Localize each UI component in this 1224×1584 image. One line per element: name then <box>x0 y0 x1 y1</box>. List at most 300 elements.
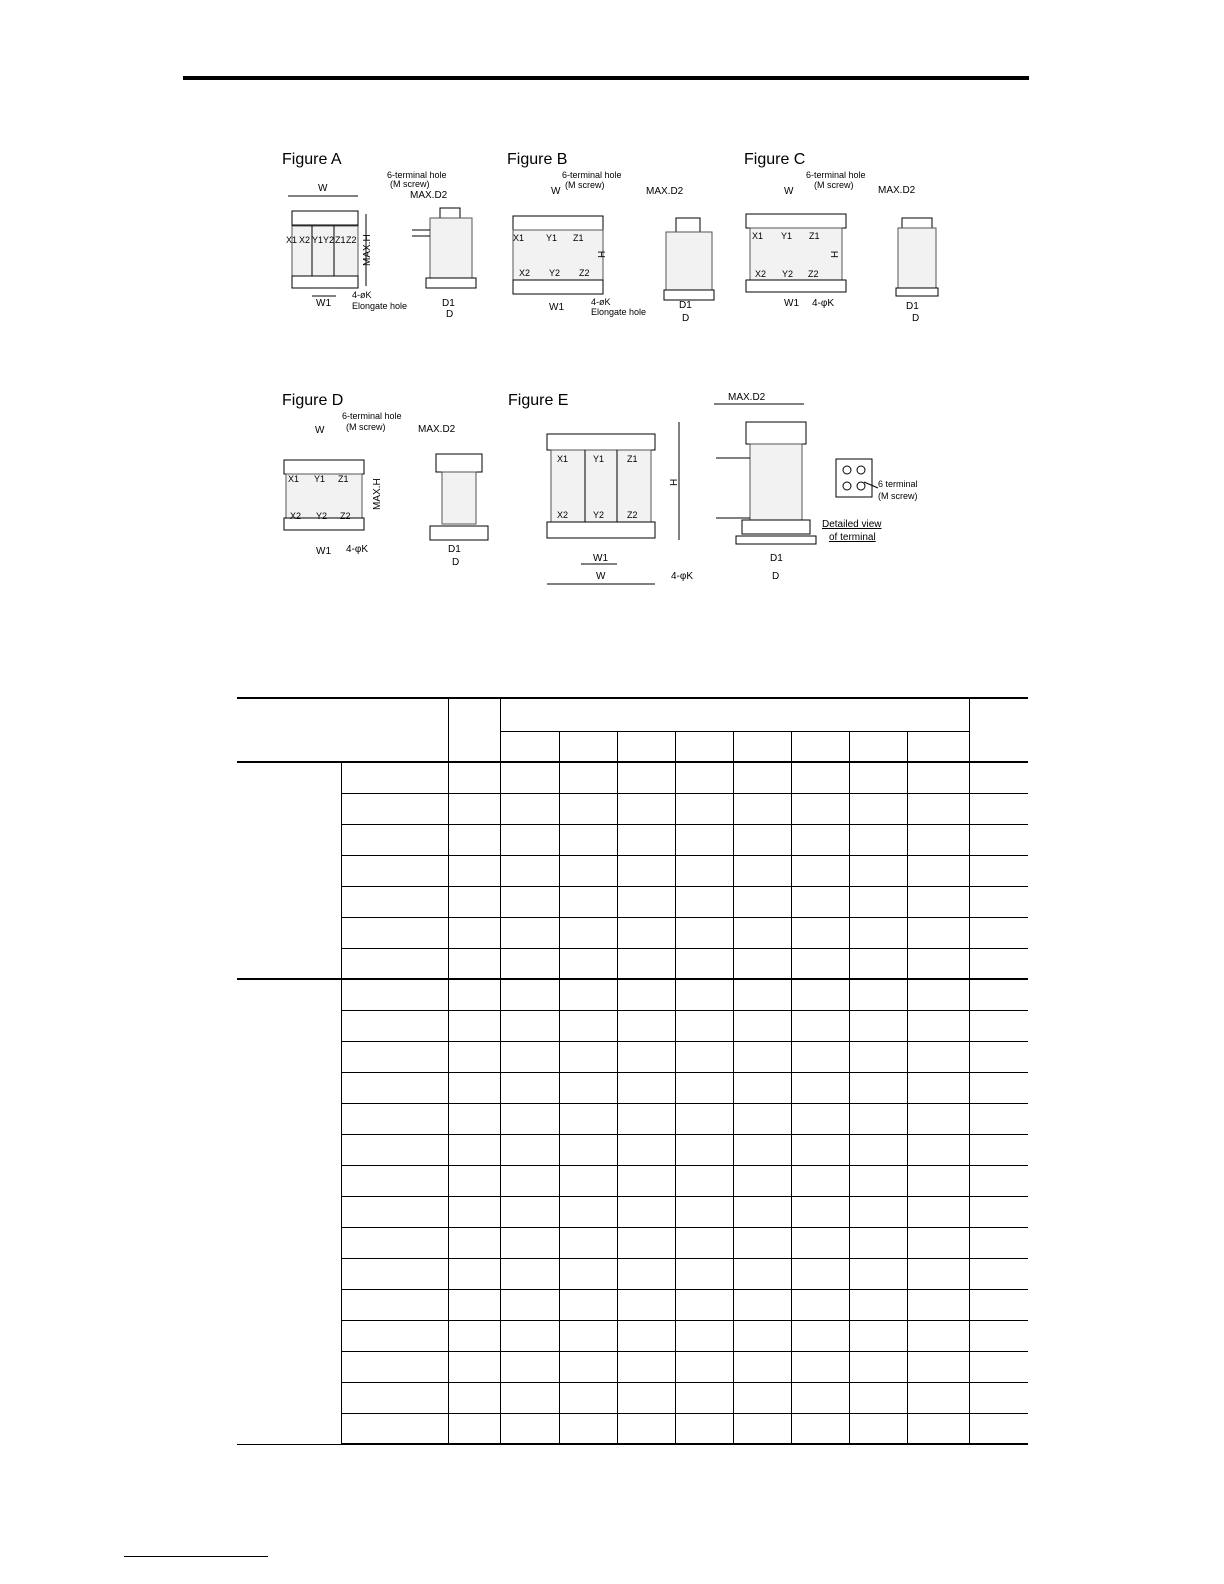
table-cell <box>969 1289 1028 1320</box>
table-cell <box>849 1227 907 1258</box>
table-cell <box>341 1382 448 1413</box>
figure-a-side <box>387 146 488 321</box>
table-cell <box>907 1165 969 1196</box>
figure-a-h-label: MAX.H <box>362 234 373 266</box>
figure-e-h-label: H <box>669 478 680 486</box>
table-cell <box>907 1382 969 1413</box>
table-cell <box>675 1165 733 1196</box>
table-cell <box>448 948 500 979</box>
table-cell <box>791 1382 849 1413</box>
table-cell <box>969 855 1028 886</box>
figure-d-terminal-screw: (M screw) <box>346 422 386 432</box>
figure-b-title: Figure B <box>507 151 568 168</box>
table-cell <box>907 979 969 1010</box>
table-cell <box>617 1196 675 1227</box>
table-cell <box>849 793 907 824</box>
header-cell <box>969 698 1028 762</box>
table-cell <box>849 1072 907 1103</box>
table-cell <box>849 1382 907 1413</box>
figure-c-hole-note: 4-φK <box>812 298 835 309</box>
figure-b-d1-label: D1 <box>679 300 692 311</box>
table-cell <box>969 1382 1028 1413</box>
table-row <box>237 1382 1028 1413</box>
table-cell <box>791 1289 849 1320</box>
specification-table <box>237 697 1028 1445</box>
figure-d-terminal-x2: X2 <box>290 511 302 521</box>
figure-e <box>505 386 705 590</box>
table-cell <box>733 948 791 979</box>
table-cell <box>907 1134 969 1165</box>
table-cell <box>341 1165 448 1196</box>
table-row <box>237 1413 1028 1444</box>
table-cell <box>733 1103 791 1134</box>
table-row <box>237 1196 1028 1227</box>
header-cell <box>849 731 907 762</box>
table-cell <box>849 1010 907 1041</box>
figure-a-w1-label: W1 <box>316 298 331 309</box>
table-row <box>237 1289 1028 1320</box>
table-cell <box>500 1196 559 1227</box>
table-cell <box>559 886 617 917</box>
table-cell <box>969 1413 1028 1444</box>
figure-e-d2-label: MAX.D2 <box>728 392 766 403</box>
figure-e-terminal-z1: Z1 <box>627 454 638 464</box>
table-cell <box>791 979 849 1010</box>
figure-b-terminal-y2: Y2 <box>549 268 561 278</box>
figure-d-terminal-y1: Y1 <box>314 474 326 484</box>
figure-d-terminal-z1: Z1 <box>338 474 349 484</box>
table-cell <box>448 1134 500 1165</box>
figure-b-terminal-z2: Z2 <box>579 268 590 278</box>
table-cell <box>448 1320 500 1351</box>
table-cell <box>500 917 559 948</box>
table-cell <box>969 1351 1028 1382</box>
figure-e-d1-label: D1 <box>770 553 783 564</box>
figure-b-w-label: W <box>551 186 561 197</box>
table-cell <box>791 917 849 948</box>
table-cell <box>617 1103 675 1134</box>
table-cell <box>500 1134 559 1165</box>
table-row <box>237 1134 1028 1165</box>
figure-c-d1-label: D1 <box>906 301 919 312</box>
table-cell <box>559 824 617 855</box>
figure-b-terminal-z1: Z1 <box>573 233 584 243</box>
table-row <box>237 979 1028 1010</box>
table-cell <box>675 1289 733 1320</box>
figure-b-d-label: D <box>682 313 690 324</box>
group-cell <box>237 762 341 979</box>
table-cell <box>559 1227 617 1258</box>
table-cell <box>675 793 733 824</box>
table-row <box>237 1041 1028 1072</box>
table-cell <box>907 1258 969 1289</box>
table-cell <box>907 1413 969 1444</box>
table-cell <box>341 979 448 1010</box>
table-cell <box>448 1413 500 1444</box>
table-cell <box>448 855 500 886</box>
figure-a-title: Figure A <box>282 151 342 168</box>
table-cell <box>907 917 969 948</box>
figure-e-w-label: W <box>596 571 606 582</box>
table-cell <box>500 855 559 886</box>
table-cell <box>617 1227 675 1258</box>
table-row <box>237 1103 1028 1134</box>
table-cell <box>500 1351 559 1382</box>
table-cell <box>969 1103 1028 1134</box>
table-cell <box>733 1289 791 1320</box>
table-cell <box>559 1041 617 1072</box>
table-cell <box>907 1010 969 1041</box>
table-cell <box>617 762 675 793</box>
table-cell <box>559 1382 617 1413</box>
table-cell <box>969 948 1028 979</box>
table-row <box>237 1165 1028 1196</box>
table-cell <box>617 824 675 855</box>
figure-b-terminal-y1: Y1 <box>546 233 558 243</box>
table-cell <box>969 1196 1028 1227</box>
table-cell <box>617 1134 675 1165</box>
table-cell <box>617 1382 675 1413</box>
figure-a-terminal-y2: Y2 <box>323 235 335 245</box>
table-cell <box>448 1227 500 1258</box>
figure-b-hole-note: 4-øK <box>591 297 611 307</box>
header-cell <box>559 731 617 762</box>
figure-c-terminal-note: 6-terminal hole <box>806 170 866 180</box>
table-cell <box>341 1289 448 1320</box>
figure-b-h-label: H <box>597 250 608 258</box>
table-cell <box>617 948 675 979</box>
table-cell <box>341 1041 448 1072</box>
table-cell <box>341 948 448 979</box>
table-row <box>237 1351 1028 1382</box>
figure-d-w1-label: W1 <box>316 546 331 557</box>
table-cell <box>448 1351 500 1382</box>
table-cell <box>733 1165 791 1196</box>
table-cell <box>849 979 907 1010</box>
figure-a-w-label: W <box>318 183 328 194</box>
table-cell <box>341 1258 448 1289</box>
table-cell <box>969 979 1028 1010</box>
table-cell <box>733 1196 791 1227</box>
figure-d-h-label: MAX.H <box>372 478 383 510</box>
figure-b-terminal-x2: X2 <box>519 268 531 278</box>
table-cell <box>907 948 969 979</box>
table-row <box>237 1258 1028 1289</box>
table-cell <box>341 1227 448 1258</box>
figure-d-terminal-z2: Z2 <box>340 511 351 521</box>
figure-b-w1-label: W1 <box>549 302 564 313</box>
table-cell <box>849 1320 907 1351</box>
table-row <box>237 824 1028 855</box>
table-cell <box>849 1258 907 1289</box>
header-cell <box>907 731 969 762</box>
figure-d-terminal-note: 6-terminal hole <box>342 411 402 421</box>
table-cell <box>733 1382 791 1413</box>
table-cell <box>791 886 849 917</box>
table-row <box>237 1227 1028 1258</box>
table-cell <box>617 1072 675 1103</box>
header-cell <box>500 698 969 731</box>
table-cell <box>675 1103 733 1134</box>
header-cell <box>791 731 849 762</box>
table-cell <box>448 1289 500 1320</box>
table-cell <box>448 1165 500 1196</box>
table-cell <box>500 1227 559 1258</box>
table-cell <box>675 1413 733 1444</box>
figure-e-terminal-detail <box>818 456 930 546</box>
table-row <box>237 948 1028 979</box>
table-cell <box>500 886 559 917</box>
table-cell <box>500 1165 559 1196</box>
table-cell <box>559 855 617 886</box>
figure-a-terminal-note: 6-terminal hole <box>387 170 447 180</box>
table-cell <box>559 1072 617 1103</box>
table-cell <box>341 762 448 793</box>
table-cell <box>559 762 617 793</box>
table-cell <box>791 1227 849 1258</box>
table-cell <box>617 793 675 824</box>
table-cell <box>675 1010 733 1041</box>
table-cell <box>907 1072 969 1103</box>
figure-a-hole-note2: Elongate hole <box>352 301 408 311</box>
table-cell <box>791 1041 849 1072</box>
figure-c-h-label: H <box>830 250 841 258</box>
figure-e-terminal-y2: Y2 <box>593 510 605 520</box>
table-cell <box>341 824 448 855</box>
table-row <box>237 762 1028 793</box>
figure-e-terminal-screw: (M screw) <box>878 491 918 501</box>
table-cell <box>791 1413 849 1444</box>
figure-a-terminal-z1: Z1 <box>335 235 346 245</box>
table-cell <box>969 1320 1028 1351</box>
table-cell <box>733 1010 791 1041</box>
figure-b-d2-label: MAX.D2 <box>646 186 684 197</box>
table-cell <box>341 793 448 824</box>
table-cell <box>733 1413 791 1444</box>
table-cell <box>341 1103 448 1134</box>
table-cell <box>733 1258 791 1289</box>
figure-e-detail-line2: of terminal <box>829 532 876 543</box>
footnote-rule <box>124 1556 268 1557</box>
table-cell <box>500 1041 559 1072</box>
table-cell <box>849 886 907 917</box>
table-cell <box>969 762 1028 793</box>
figure-d-terminal-y2: Y2 <box>316 511 328 521</box>
table-cell <box>791 1010 849 1041</box>
table-cell <box>849 855 907 886</box>
table-cell <box>849 1196 907 1227</box>
table-cell <box>849 1351 907 1382</box>
table-cell <box>733 855 791 886</box>
table-cell <box>907 886 969 917</box>
table-cell <box>617 979 675 1010</box>
figure-e-terminal-note: 6 terminal <box>878 479 918 489</box>
table-cell <box>907 1103 969 1134</box>
table-cell <box>448 1041 500 1072</box>
figure-a-terminal-y1: Y1 <box>312 235 324 245</box>
table-cell <box>559 1413 617 1444</box>
figure-e-terminal-x2: X2 <box>557 510 569 520</box>
table-cell <box>500 1289 559 1320</box>
figure-a-terminal-screw: (M screw) <box>390 179 430 189</box>
table-row <box>237 793 1028 824</box>
table-cell <box>559 917 617 948</box>
table-cell <box>675 762 733 793</box>
table-cell <box>733 762 791 793</box>
table-cell <box>907 1320 969 1351</box>
table-cell <box>733 1072 791 1103</box>
figure-a-terminal-x2: X2 <box>299 235 311 245</box>
table-cell <box>791 948 849 979</box>
table-row <box>237 1072 1028 1103</box>
table-cell <box>849 1413 907 1444</box>
table-cell <box>500 948 559 979</box>
header-cell <box>448 698 500 762</box>
table-cell <box>907 1289 969 1320</box>
figure-d-d2-label: MAX.D2 <box>418 424 456 435</box>
table-cell <box>500 1320 559 1351</box>
table-cell <box>791 1351 849 1382</box>
table-cell <box>448 1072 500 1103</box>
table-cell <box>733 1227 791 1258</box>
figure-d-w-label: W <box>315 425 325 436</box>
table-cell <box>448 793 500 824</box>
figure-a-terminal-x1: X1 <box>286 235 298 245</box>
table-cell <box>675 1351 733 1382</box>
table-cell <box>341 917 448 948</box>
table-cell <box>448 979 500 1010</box>
figure-b-hole-note2: Elongate hole <box>591 307 647 317</box>
figure-b-terminal-note: 6-terminal hole <box>562 170 622 180</box>
table-cell <box>617 1351 675 1382</box>
table-cell <box>617 1010 675 1041</box>
table-cell <box>448 762 500 793</box>
figure-c-terminal-z2: Z2 <box>808 269 819 279</box>
table-cell <box>969 1258 1028 1289</box>
table-cell <box>733 824 791 855</box>
table-cell <box>969 824 1028 855</box>
table-cell <box>733 1320 791 1351</box>
table-cell <box>341 1351 448 1382</box>
table-cell <box>448 1196 500 1227</box>
table-cell <box>559 1134 617 1165</box>
table-cell <box>969 1072 1028 1103</box>
table-cell <box>675 948 733 979</box>
table-cell <box>791 793 849 824</box>
table-cell <box>907 793 969 824</box>
table-cell <box>791 762 849 793</box>
table-cell <box>733 1134 791 1165</box>
table-cell <box>849 824 907 855</box>
table-row <box>237 1320 1028 1351</box>
table-cell <box>559 793 617 824</box>
table-cell <box>849 1041 907 1072</box>
figure-c-terminal-screw: (M screw) <box>814 180 854 190</box>
table-cell <box>617 1258 675 1289</box>
table-row <box>237 917 1028 948</box>
figure-e-terminal-z2: Z2 <box>627 510 638 520</box>
figure-d-title: Figure D <box>282 392 344 409</box>
figure-a-d2-label: MAX.D2 <box>410 190 448 201</box>
table-cell <box>791 855 849 886</box>
table-row <box>237 1010 1028 1041</box>
figure-d-d1-label: D1 <box>448 544 461 555</box>
figure-e-terminal-y1: Y1 <box>593 454 605 464</box>
table-cell <box>675 1072 733 1103</box>
figure-b-terminal-screw: (M screw) <box>565 180 605 190</box>
table-cell <box>791 824 849 855</box>
table-cell <box>617 917 675 948</box>
table-cell <box>969 917 1028 948</box>
table-cell <box>617 1289 675 1320</box>
table-cell <box>617 855 675 886</box>
table-cell <box>733 979 791 1010</box>
table-cell <box>559 948 617 979</box>
table-cell <box>500 979 559 1010</box>
figure-c-title: Figure C <box>744 151 806 168</box>
header-cell <box>675 731 733 762</box>
table-cell <box>969 793 1028 824</box>
figure-c-terminal-x1: X1 <box>752 231 764 241</box>
figure-a-d1-label: D1 <box>442 298 455 309</box>
figure-d-terminal-x1: X1 <box>288 474 300 484</box>
table-cell <box>907 855 969 886</box>
figure-c-d2-label: MAX.D2 <box>878 185 916 196</box>
table-cell <box>791 1103 849 1134</box>
figure-c-terminal-x2: X2 <box>755 269 767 279</box>
figure-c-w-label: W <box>784 186 794 197</box>
table-cell <box>969 886 1028 917</box>
table-cell <box>500 824 559 855</box>
group-cell <box>237 979 341 1444</box>
table-cell <box>791 1320 849 1351</box>
figure-a-terminal-z2: Z2 <box>346 235 357 245</box>
table-cell <box>969 1134 1028 1165</box>
figure-d-d-label: D <box>452 557 460 568</box>
table-cell <box>675 1041 733 1072</box>
figure-e-d-label: D <box>772 571 780 582</box>
table-cell <box>341 1320 448 1351</box>
table-cell <box>907 1041 969 1072</box>
table-row <box>237 886 1028 917</box>
table-cell <box>500 1382 559 1413</box>
table-cell <box>969 1041 1028 1072</box>
table-cell <box>559 1289 617 1320</box>
table-cell <box>500 1258 559 1289</box>
table-cell <box>448 824 500 855</box>
figure-e-side <box>706 386 826 590</box>
table-cell <box>791 1165 849 1196</box>
table-cell <box>559 1010 617 1041</box>
table-cell <box>559 1165 617 1196</box>
table-cell <box>559 1320 617 1351</box>
table-cell <box>849 1103 907 1134</box>
table-header-row <box>237 698 1028 731</box>
table-cell <box>907 762 969 793</box>
table-cell <box>733 1041 791 1072</box>
table-cell <box>675 1134 733 1165</box>
table-cell <box>907 824 969 855</box>
figure-e-terminal-x1: X1 <box>557 454 569 464</box>
figure-c-terminal-y2: Y2 <box>782 269 794 279</box>
table-cell <box>448 917 500 948</box>
table-cell <box>559 1258 617 1289</box>
table-cell <box>675 855 733 886</box>
table-cell <box>500 1413 559 1444</box>
figure-e-detail-line1: Detailed view <box>822 519 882 530</box>
table-cell <box>849 948 907 979</box>
table-cell <box>559 1351 617 1382</box>
